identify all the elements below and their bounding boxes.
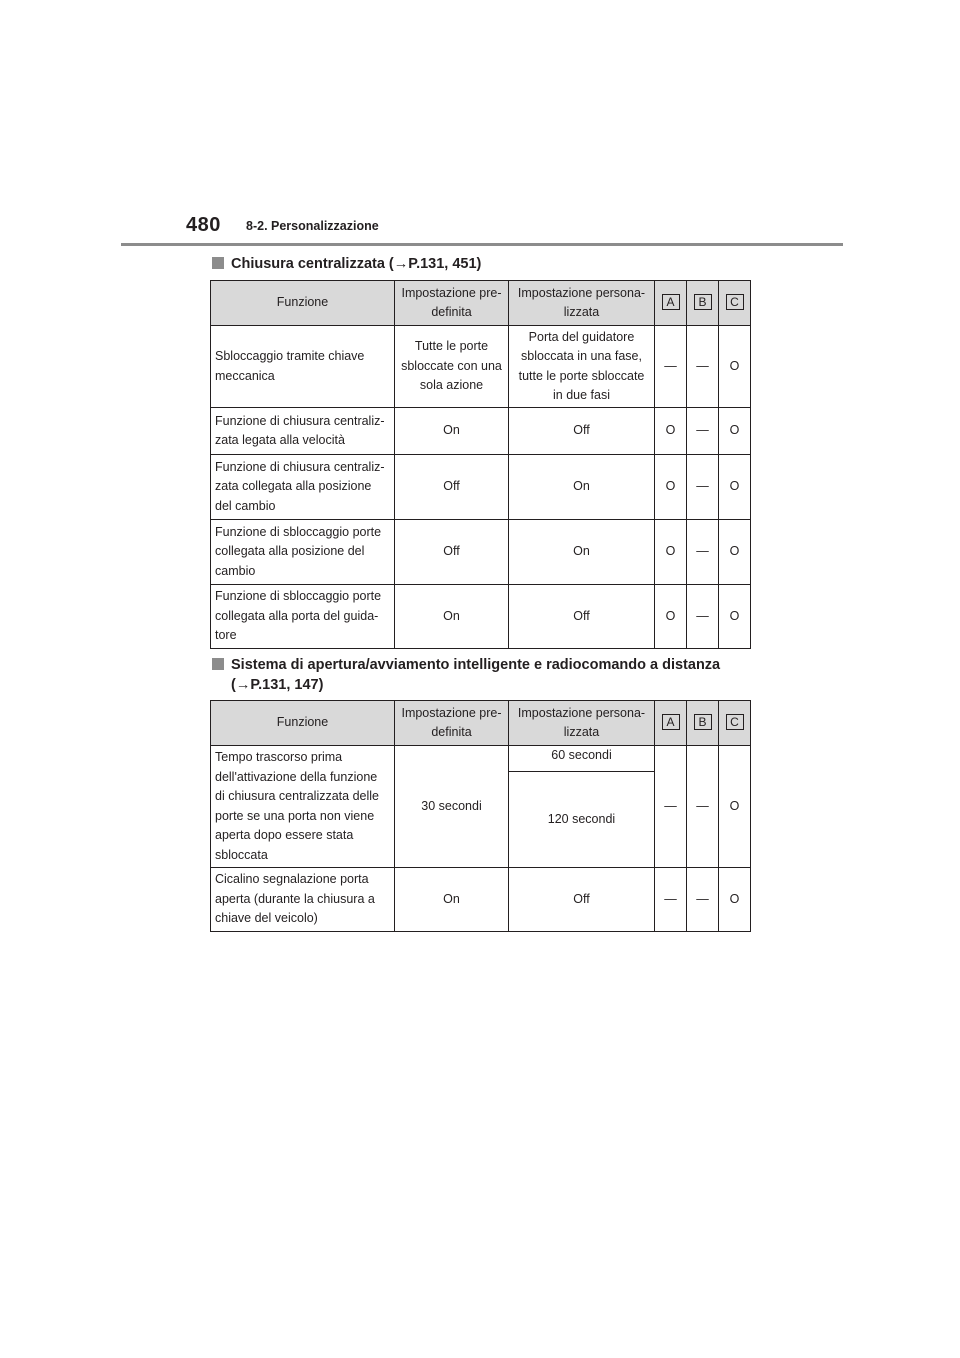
badge-c-icon: C (726, 294, 744, 310)
badge-a-icon: A (662, 714, 680, 730)
cell-predefinita: On (395, 408, 509, 455)
section2-heading-line1: Sistema di apertura/avviamento intelligente e radiocomando a distanza (231, 657, 721, 673)
header-rule (121, 243, 843, 246)
cell-b: — (687, 520, 719, 585)
table-row (211, 408, 751, 455)
header-predefinita: Impostazione pre- definita (395, 281, 509, 326)
cell-predefinita: On (395, 868, 509, 932)
cell-personalizzata-option: 120 secondi (509, 772, 655, 868)
cell-b: — (687, 585, 719, 649)
section-label: 8-2. Personalizzazione (246, 219, 379, 233)
cell-c: O (719, 520, 751, 585)
table-row (211, 868, 751, 932)
header-personalizzata: Impostazione persona- lizzata (509, 701, 655, 746)
cell-a: O (655, 455, 687, 520)
cell-funzione: Cicalino segnalazione porta aperta (durante la chiusura a chiave del veicolo) (211, 868, 395, 932)
section1-heading-text: Chiusura centralizzata (→P.131, 451) (231, 256, 482, 272)
cell-predefinita: Tutte le porte sbloccate con una sola azione (395, 326, 509, 408)
cell-predefinita: 30 secondi (395, 746, 509, 868)
page-number: 480 (186, 214, 221, 236)
table-row (211, 746, 751, 772)
badge-a-icon: A (662, 294, 680, 310)
cell-personalizzata: Porta del guidatore sbloccata in una fase, tutte le porte sbloccate in due fasi (509, 326, 655, 408)
header-funzione: Funzione (211, 701, 395, 746)
table-row (211, 455, 751, 520)
cell-funzione: Funzione di sbloccaggio porte collegata alla posizione del cambio (211, 520, 395, 585)
cell-predefinita: On (395, 585, 509, 649)
header-col-b (687, 701, 719, 746)
cell-b: — (687, 746, 719, 868)
square-bullet-icon (212, 257, 224, 269)
header-predefinita: Impostazione pre- definita (395, 701, 509, 746)
section1-heading (212, 254, 481, 274)
cell-b: — (687, 868, 719, 932)
header-funzione: Funzione (211, 281, 395, 326)
section2-heading-line2: (→P.131, 147) (231, 677, 324, 693)
cell-b: — (687, 408, 719, 455)
header-col-c (719, 281, 751, 326)
cell-personalizzata-option: 60 secondi (509, 746, 655, 772)
table-row (211, 520, 751, 585)
table-header-row (211, 701, 751, 746)
cell-personalizzata: On (509, 520, 655, 585)
cell-personalizzata: Off (509, 868, 655, 932)
badge-b-icon: B (694, 294, 712, 310)
header-col-c (719, 701, 751, 746)
cell-c: O (719, 408, 751, 455)
cell-predefinita: Off (395, 520, 509, 585)
smart-entry-table (210, 700, 751, 932)
cell-funzione: Tempo trascorso prima dell'attivazione della funzione di chiusura centralizzata delle porte se una porta non viene aperta dopo essere stata sbloccata (211, 746, 395, 868)
cell-b: — (687, 326, 719, 408)
cell-funzione: Funzione di chiusura centraliz- zata legata alla velocità (211, 408, 395, 455)
cell-a: O (655, 408, 687, 455)
cell-personalizzata: On (509, 455, 655, 520)
cell-personalizzata: Off (509, 585, 655, 649)
header-personalizzata: Impostazione persona- lizzata (509, 281, 655, 326)
cell-c: O (719, 455, 751, 520)
badge-c-icon: C (726, 714, 744, 730)
table-row (211, 326, 751, 408)
cell-funzione: Funzione di sbloccaggio porte collegata alla porta del guida- tore (211, 585, 395, 649)
badge-b-icon: B (694, 714, 712, 730)
cell-c: O (719, 326, 751, 408)
cell-c: O (719, 585, 751, 649)
cell-a: — (655, 746, 687, 868)
cell-a: — (655, 326, 687, 408)
table-header-row (211, 281, 751, 326)
cell-c: O (719, 746, 751, 868)
section2-heading (212, 655, 720, 695)
cell-personalizzata: Off (509, 408, 655, 455)
cell-b: — (687, 455, 719, 520)
cell-funzione: Sbloccaggio tramite chiave meccanica (211, 326, 395, 408)
cell-a: — (655, 868, 687, 932)
cell-c: O (719, 868, 751, 932)
square-bullet-icon (212, 658, 224, 670)
header-col-a (655, 281, 687, 326)
cell-a: O (655, 585, 687, 649)
table-row (211, 585, 751, 649)
cell-a: O (655, 520, 687, 585)
central-locking-table (210, 280, 751, 649)
header-col-b (687, 281, 719, 326)
cell-funzione: Funzione di chiusura centraliz- zata collegata alla posizione del cambio (211, 455, 395, 520)
header-col-a (655, 701, 687, 746)
cell-predefinita: Off (395, 455, 509, 520)
